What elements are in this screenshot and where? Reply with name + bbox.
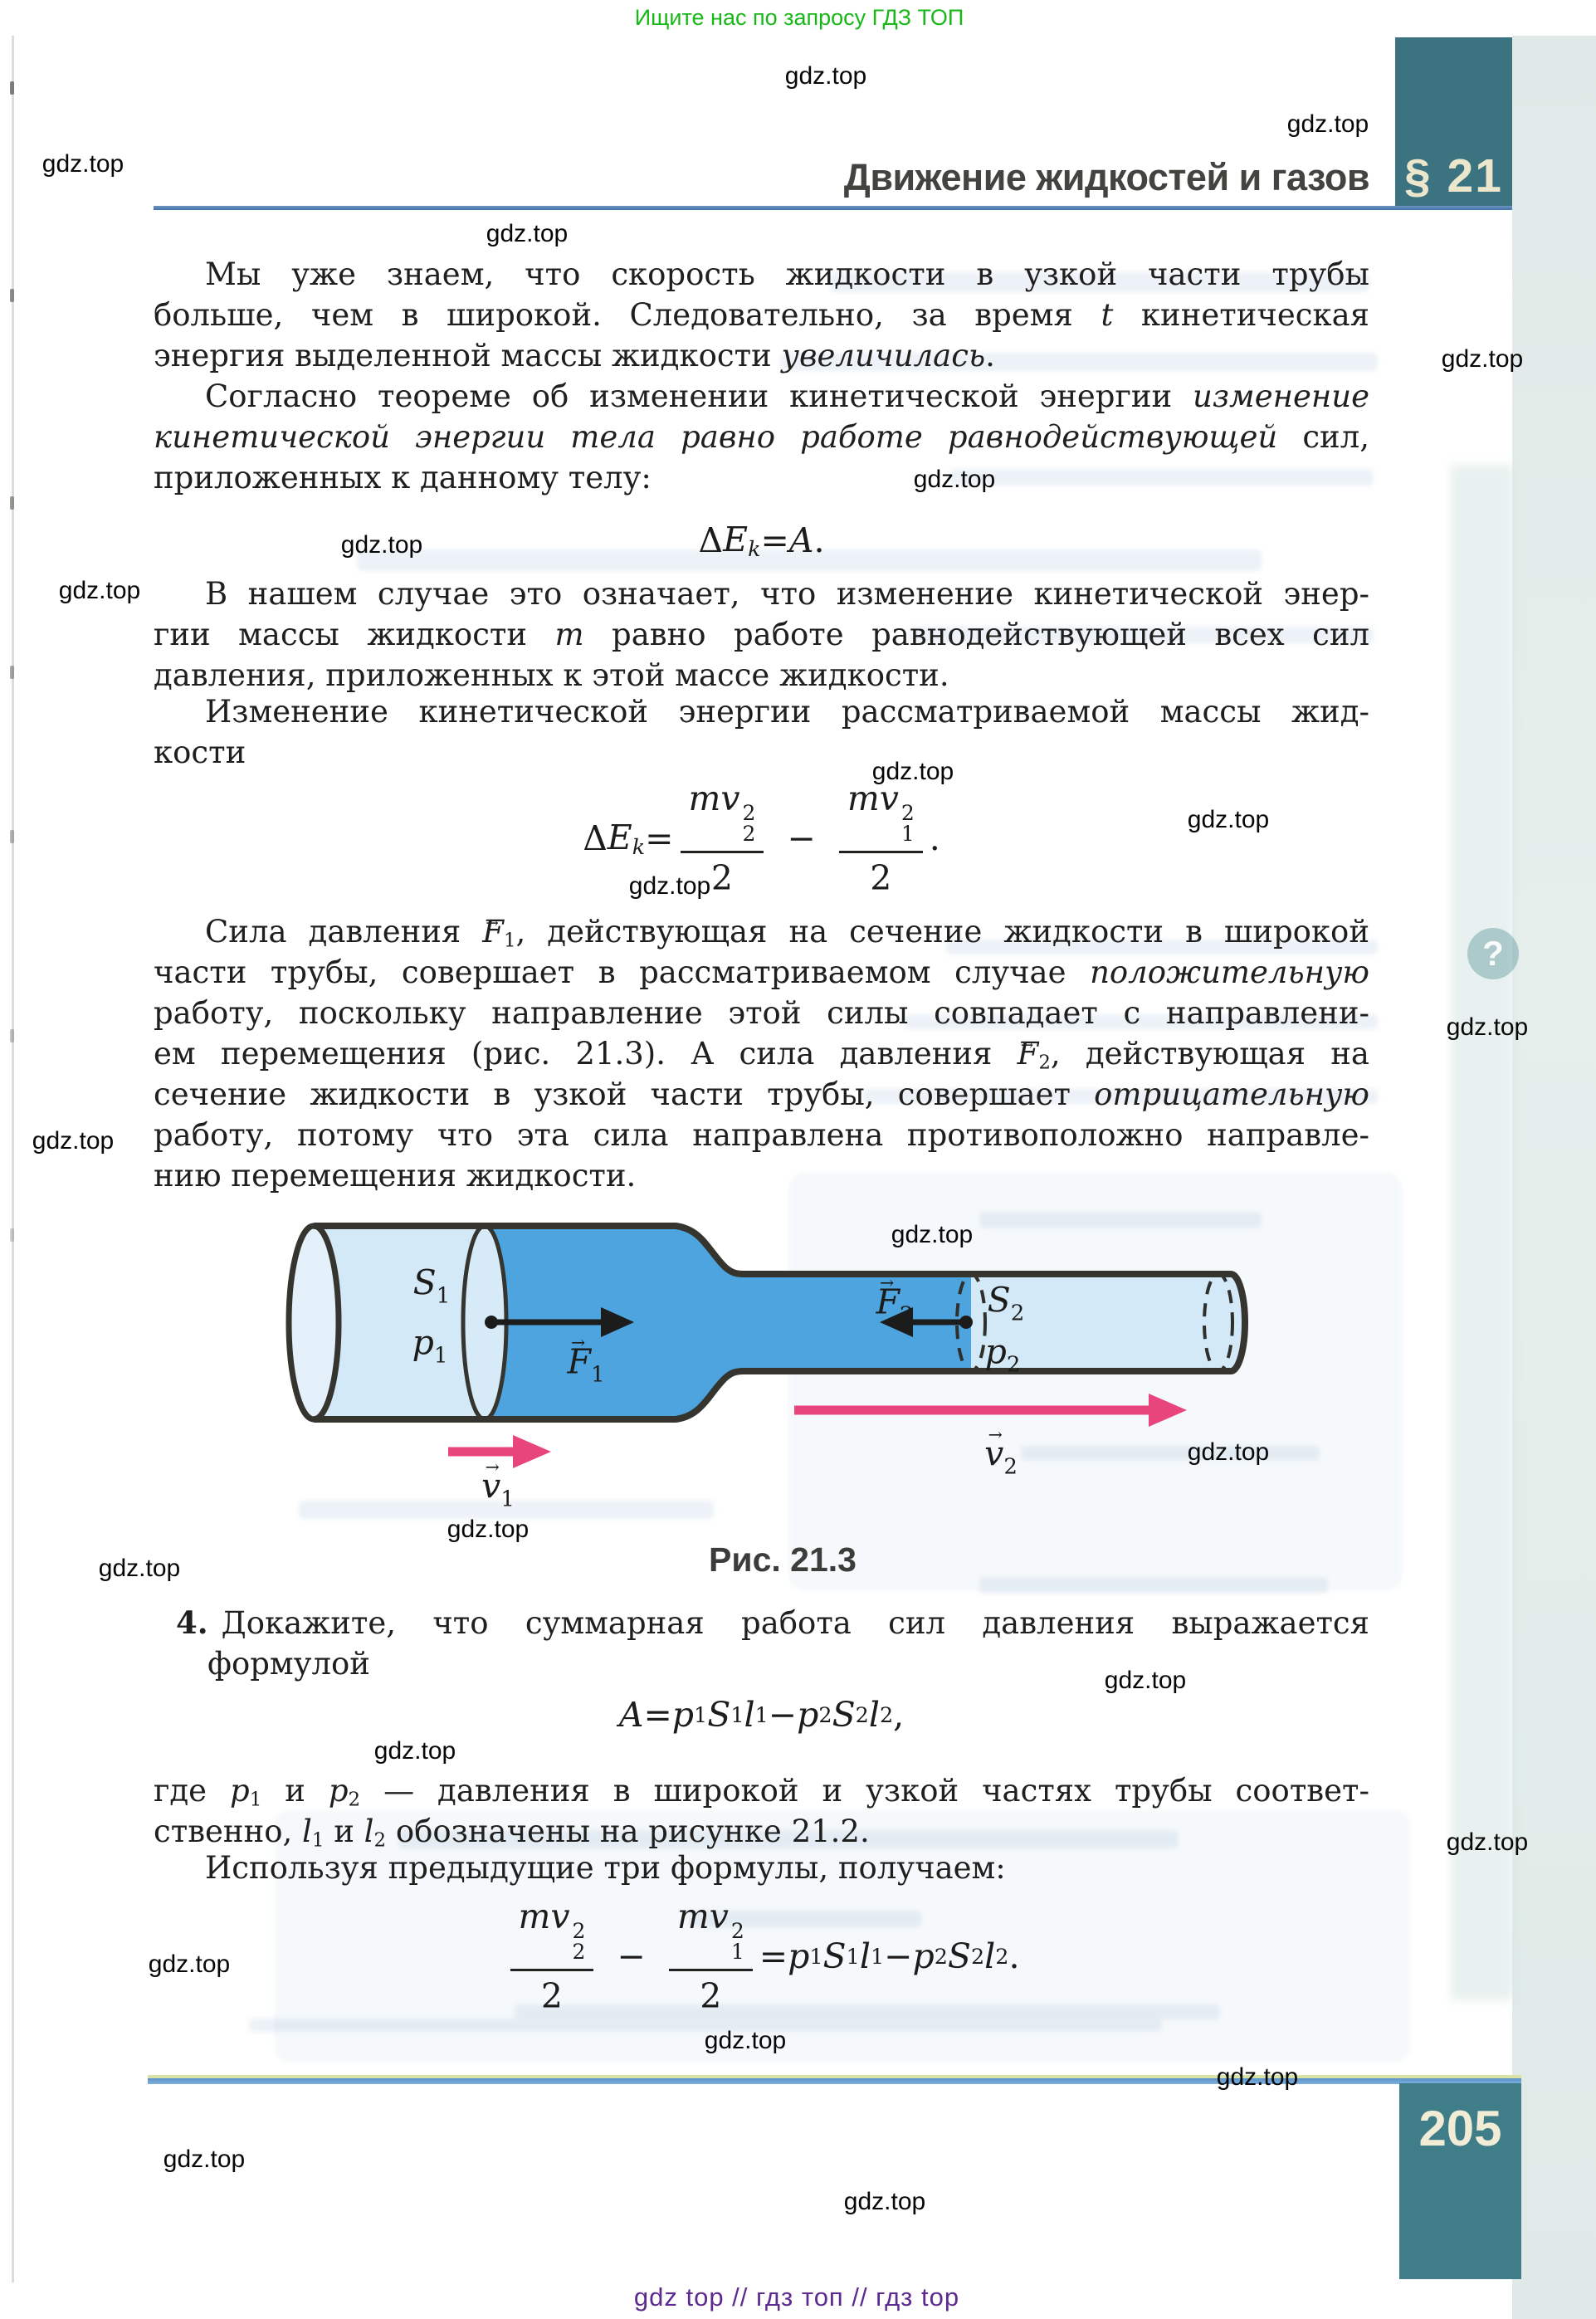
watermark: gdz.top [1216, 2063, 1299, 2091]
spine-notch [10, 666, 14, 679]
section-badge [1395, 37, 1512, 210]
watermark: gdz.top [373, 1737, 456, 1765]
label-s1: $S_1$ [412, 1262, 451, 1309]
spine-notch [10, 830, 14, 843]
velocity2-arrowhead [1149, 1394, 1187, 1427]
spine-notch [10, 289, 14, 302]
paragraph-our-case [154, 574, 1369, 696]
bottom-rule [148, 2075, 1521, 2084]
watermark: gdz.top [1104, 1667, 1187, 1694]
text-line: работу, потому что эта сила направлена противоположно направле- [154, 1117, 1369, 1153]
watermark: gdz.top [58, 577, 141, 604]
text-line: нию перемещения жидкости. [154, 1158, 637, 1194]
velocity1-arrowhead [513, 1435, 551, 1468]
text-line: Сила давления $F \to_1$, действующая на сечение жидкости в широкой [154, 911, 1369, 952]
formula-energy-work: Δ $E_k$ = A . [698, 519, 825, 562]
label-v1: $v \to_1$ [481, 1467, 515, 1512]
question-icon: ? [1467, 928, 1519, 979]
header-rule [154, 206, 1512, 210]
footer-links: gdz top // гдз топ // гдз top [633, 2282, 960, 2312]
watermark: gdz.top [913, 466, 996, 493]
page-number-badge [1399, 2083, 1521, 2279]
watermark: gdz.top [148, 1950, 231, 1978]
text-line: приложенных к данному телу: [154, 460, 652, 496]
text-line: где $p_1$ и $p_2$ — давления в широкой и узкой частях трубы соответ- [154, 1773, 1369, 1811]
page-edge-strip-soft [1451, 465, 1514, 2000]
text-line: больше, чем в широкой. Следовательно, за время t кинетическая [154, 297, 1369, 333]
text-line: энергия выделенной массы жидкости увеличилась. [154, 338, 995, 373]
watermark: gdz.top [447, 1516, 530, 1543]
watermark: gdz.top [1446, 1828, 1529, 1856]
formula-work-pressure: A = p 1 S 1 l 1 − p 2 S 2 l 2 , [618, 1695, 905, 1735]
text-line: В нашем случае это означает, что изменение кинетической энер- [205, 576, 1369, 612]
text-line: 4. Докажите, что суммарная работа сил давления выражается [176, 1604, 1369, 1641]
label-p1: $p_1$ [412, 1322, 448, 1369]
text-line: гии массы жидкости m равно работе равнодействующей всех сил [154, 617, 1369, 652]
watermark: gdz.top [340, 531, 423, 559]
watermark: gdz.top [1441, 345, 1524, 373]
text-line: ственно, $l_1$ и $l_2$ обозначены на рисунке 21.2. [154, 1814, 870, 1852]
text-line: кости [154, 735, 246, 770]
spine-notch [10, 1029, 14, 1042]
page-title: Движение жидкостей и газов [843, 156, 1369, 198]
watermark: gdz.top [1446, 1013, 1529, 1041]
watermark: gdz.top [486, 220, 569, 247]
watermark: gdz.top [628, 872, 711, 900]
text-line: Изменение кинетической энергии рассматриваемой массы жид- [205, 694, 1369, 730]
text-line: Мы уже знаем, что скорость жидкости в узкой части трубы [205, 256, 1369, 292]
pipe-left-rim [289, 1226, 339, 1419]
text-line: формулой [207, 1646, 370, 1682]
label-f1: $F \to_1$ [568, 1342, 605, 1388]
watermark: gdz.top [163, 2146, 246, 2173]
text-line: ем перемещения (рис. 21.3). А сила давления $F \to_2$, действующая на [154, 1033, 1369, 1074]
watermark: gdz.top [891, 1221, 974, 1248]
paragraph-theorem [154, 376, 1369, 498]
bleed-bar [979, 1577, 1328, 1594]
label-f2: $F \to_2$ [876, 1282, 914, 1328]
watermark: gdz.top [41, 150, 124, 178]
label-p2: $p_2$ [984, 1331, 1021, 1378]
paragraph-pressure-forces [154, 911, 1369, 1196]
text-line: Используя предыдущие три формулы, получаем: [205, 1850, 1006, 1886]
spine-notch [10, 496, 14, 510]
watermark: gdz.top [871, 758, 954, 785]
paragraph-intro [154, 254, 1369, 376]
paragraph-where [154, 1770, 1369, 1852]
label-v2: $v \to_2$ [984, 1434, 1018, 1480]
watermark: gdz.top [1286, 110, 1369, 138]
paragraph-using [154, 1848, 1369, 1888]
watermark: gdz.top [784, 62, 867, 90]
section-badge-label: § 21 [1404, 149, 1503, 203]
label-s2: $S_2$ [987, 1280, 1025, 1326]
text-line: давления, приложенных к этой массе жидкости. [154, 657, 949, 693]
formula-kinetic-energy: Δ $E_k$ = mv 2 2 2 − mv 2 1 2 . [583, 779, 940, 898]
watermark: gdz.top [1187, 1438, 1270, 1466]
figure-pipe-drawing [282, 1183, 1336, 1573]
watermark: gdz.top [32, 1127, 115, 1155]
watermark: gdz.top [843, 2188, 926, 2215]
figure-caption: Рис. 21.3 [709, 1540, 857, 1579]
text-line: кинетической энергии тела равно работе равнодействующей сил, [154, 419, 1369, 455]
page-edge-strip [1512, 36, 1596, 2319]
question-4 [176, 1603, 1369, 1684]
spine-edge [12, 36, 14, 2282]
text-line: работу, поскольку направление этой силы совпадает с направлени- [154, 995, 1369, 1031]
text-line: Согласно теореме об изменении кинетической энергии изменение [205, 378, 1369, 414]
watermark: gdz.top [98, 1555, 181, 1582]
spine-notch [10, 81, 14, 95]
text-line: части трубы, совершает в рассматриваемом случае положительную [154, 954, 1369, 990]
page-number: 205 [1418, 2101, 1502, 2156]
text-line: сечение жидкости в узкой части трубы, совершает отрицательную [154, 1077, 1369, 1112]
question-number: 4. [176, 1604, 208, 1641]
top-search-text: Ищите нас по запросу ГДЗ ТОП [634, 5, 964, 30]
watermark: gdz.top [1187, 806, 1270, 833]
formula-combined: mv 2 2 2 − mv 2 1 2 = p 1 S 1 l 1 − p 2 S 2 l 2 . [154, 1891, 1369, 2022]
watermark: gdz.top [704, 2027, 787, 2054]
spine-notch [10, 1228, 14, 1242]
paragraph-kinetic-change [154, 691, 1369, 773]
